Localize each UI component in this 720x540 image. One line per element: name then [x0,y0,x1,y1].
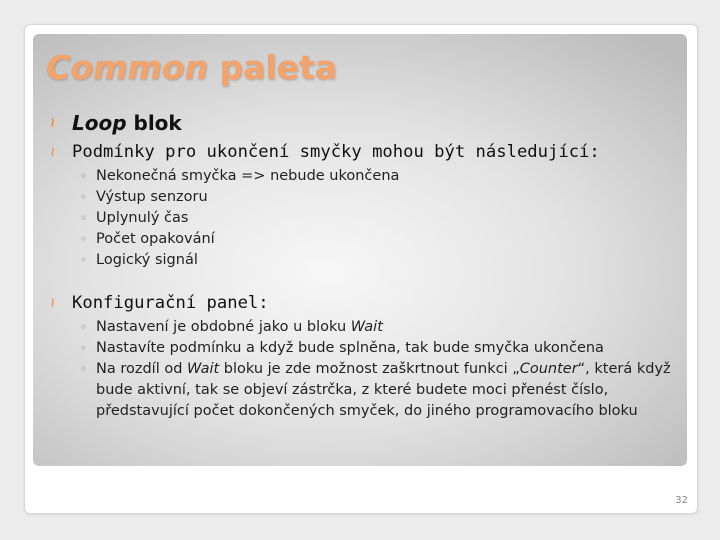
spacer [48,271,678,289]
config-text: Na rozdíl od [96,361,188,377]
section-conditions-label: Podmínky pro ukončení smyčky mohou být následující: [72,142,600,162]
condition-item [48,250,678,271]
ring-bullet-icon: ◦ [80,190,88,204]
slide-title [46,46,337,90]
slide-body [48,108,678,422]
ring-bullet-icon: ◦ [80,253,88,267]
config-item [48,359,678,422]
section-conditions [48,138,678,166]
condition-item [48,208,678,229]
section-config-label: Konfigurační panel: [72,293,269,313]
config-item [48,338,678,359]
ring-bullet-icon: ◦ [80,341,88,355]
config-item [48,317,678,338]
config-text: Nastavení je obdobné jako u bloku [96,319,351,335]
config-text-emphasis: Counter [519,361,578,377]
condition-text: Uplynulý čas [96,210,189,226]
condition-item [48,229,678,250]
config-text: Nastavíte podmínku a když bude splněna, tak bude smyčka ukončena [96,340,604,356]
condition-text: Počet opakování [96,231,215,247]
slide-title-part2: paleta [219,48,337,87]
wave-bullet-icon: ≀ [50,295,56,311]
section-loop-suffix: blok [126,111,182,135]
wave-bullet-icon: ≀ [50,115,56,131]
section-loop-block [48,108,678,138]
config-text-emphasis: Wait [350,319,383,335]
condition-item [48,166,678,187]
condition-text: Nekonečná smyčka => nebude ukončena [96,168,400,184]
condition-text: Logický signál [96,252,198,268]
section-loop-prefix: Loop [72,111,127,135]
config-text: “, která když bude aktivní, tak se objeví zástrčka, z které budete moci přenést číslo, představující počet dokončených smyček, do jiného programovacího bloku [96,361,671,419]
condition-item [48,187,678,208]
ring-bullet-icon: ◦ [80,232,88,246]
wave-bullet-icon: ≀ [50,144,56,160]
section-config-panel [48,289,678,317]
ring-bullet-icon: ◦ [80,169,88,183]
page-number: 32 [675,495,688,506]
ring-bullet-icon: ◦ [80,320,88,334]
condition-text: Výstup senzoru [96,189,208,205]
config-text: bloku je zde možnost zaškrtnout funkci „ [219,361,520,377]
slide-title-part1: Common [46,48,208,87]
ring-bullet-icon: ◦ [80,211,88,225]
ring-bullet-icon: ◦ [80,362,88,376]
config-text-emphasis: Wait [187,361,220,377]
